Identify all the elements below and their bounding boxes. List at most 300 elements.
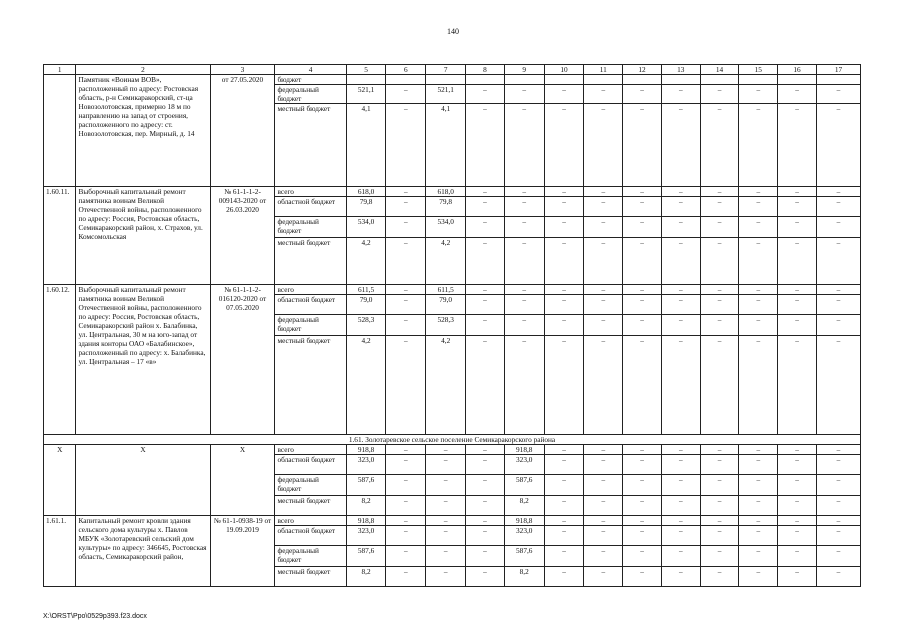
value-col-17: – bbox=[816, 238, 860, 285]
document-ref: X bbox=[210, 445, 275, 516]
value-col-8: – bbox=[466, 187, 505, 197]
value-col-15: – bbox=[739, 526, 778, 546]
value-col-13: – bbox=[661, 496, 700, 516]
value-col-13: – bbox=[661, 315, 700, 336]
value-col-16: – bbox=[778, 104, 817, 187]
value-col-5: 918,8 bbox=[346, 445, 386, 455]
funding-source: всего bbox=[275, 516, 346, 526]
value-col-17: – bbox=[816, 336, 860, 435]
value-col-6: – bbox=[386, 516, 426, 526]
value-col-5: 587,6 bbox=[346, 475, 386, 496]
value-col-7: 611,5 bbox=[426, 285, 466, 295]
value-col-14: – bbox=[700, 217, 739, 238]
value-col-17: – bbox=[816, 197, 860, 217]
funding-source: местный бюджет bbox=[275, 104, 346, 187]
value-col-10: – bbox=[544, 295, 584, 315]
value-col-9: – bbox=[504, 285, 544, 295]
column-header: 15 bbox=[739, 65, 778, 75]
value-col-13: – bbox=[661, 238, 700, 285]
table-row bbox=[44, 445, 861, 455]
value-col-15: – bbox=[739, 104, 778, 187]
column-header: 3 bbox=[210, 65, 275, 75]
column-header: 11 bbox=[584, 65, 623, 75]
value-col-14: – bbox=[700, 295, 739, 315]
value-col-12 bbox=[623, 75, 662, 85]
column-header: 16 bbox=[778, 65, 817, 75]
value-col-11: – bbox=[584, 104, 623, 187]
value-col-9 bbox=[504, 75, 544, 85]
value-col-5: 4,2 bbox=[346, 238, 386, 285]
value-col-6: – bbox=[386, 285, 426, 295]
value-col-9: – bbox=[504, 238, 544, 285]
value-col-12: – bbox=[623, 496, 662, 516]
section-title-row bbox=[44, 435, 861, 445]
value-col-7: – bbox=[426, 496, 466, 516]
column-header: 14 bbox=[700, 65, 739, 75]
table-row bbox=[44, 516, 861, 526]
value-col-13: – bbox=[661, 295, 700, 315]
value-col-15: – bbox=[739, 285, 778, 295]
value-col-11: – bbox=[584, 238, 623, 285]
value-col-8 bbox=[466, 75, 505, 85]
value-col-10: – bbox=[544, 315, 584, 336]
value-col-15: – bbox=[739, 197, 778, 217]
value-col-7: – bbox=[426, 445, 466, 455]
object-name: Выборочный капитальный ремонт памятника воинам Великой Отечественной войны, расположенного по адресу: Россия, Ростовская область, Семикаракорский район х. Балабинка, ул. Центральная, 30 м на юго-запад от здания конторы ОАО «Балабинское», расположенный по адресу: х. Балабинка, ул. Центральная – 17 «в» bbox=[76, 285, 210, 435]
funding-source: местный бюджет bbox=[275, 238, 346, 285]
value-col-12: – bbox=[623, 104, 662, 187]
value-col-13: – bbox=[661, 455, 700, 475]
document-ref: № 61-1-1-2-009143-2020 от 26.03.2020 bbox=[210, 187, 275, 285]
value-col-15: – bbox=[739, 567, 778, 587]
value-col-13: – bbox=[661, 567, 700, 587]
value-col-10: – bbox=[544, 336, 584, 435]
document-ref: № 61-1-1-2-016120-2020 от 07.05.2020 bbox=[210, 285, 275, 435]
value-col-14: – bbox=[700, 285, 739, 295]
value-col-12: – bbox=[623, 546, 662, 567]
value-col-6: – bbox=[386, 567, 426, 587]
value-col-12: – bbox=[623, 445, 662, 455]
value-col-14: – bbox=[700, 336, 739, 435]
value-col-10: – bbox=[544, 104, 584, 187]
value-col-7: 79,0 bbox=[426, 295, 466, 315]
value-col-10: – bbox=[544, 475, 584, 496]
object-name: Капитальный ремонт кровли здания сельского дома культуры х. Павлов МБУК «Золотаревский сельский дом культуры» по адресу: 346645, Ростовская область, Семикаракорский район, bbox=[76, 516, 210, 587]
value-col-10: – bbox=[544, 516, 584, 526]
value-col-11: – bbox=[584, 85, 623, 104]
value-col-12: – bbox=[623, 526, 662, 546]
value-col-8: – bbox=[466, 197, 505, 217]
value-col-14: – bbox=[700, 315, 739, 336]
value-col-16: – bbox=[778, 546, 817, 567]
object-name: Выборочный капитальный ремонт памятника воинам Великой Отечественной войны, расположенного по адресу: Россия, Ростовская область, Семикаракорский район, х. Страхов, ул. Комсомольская bbox=[76, 187, 210, 285]
value-col-11: – bbox=[584, 336, 623, 435]
value-col-13: – bbox=[661, 285, 700, 295]
value-col-10: – bbox=[544, 546, 584, 567]
value-col-16: – bbox=[778, 187, 817, 197]
value-col-16: – bbox=[778, 516, 817, 526]
value-col-13: – bbox=[661, 187, 700, 197]
value-col-11: – bbox=[584, 455, 623, 475]
value-col-12: – bbox=[623, 516, 662, 526]
value-col-9: – bbox=[504, 85, 544, 104]
value-col-5 bbox=[346, 75, 386, 85]
value-col-8: – bbox=[466, 285, 505, 295]
column-header: 8 bbox=[466, 65, 505, 75]
value-col-12: – bbox=[623, 85, 662, 104]
value-col-8: – bbox=[466, 238, 505, 285]
value-col-16: – bbox=[778, 567, 817, 587]
value-col-17: – bbox=[816, 546, 860, 567]
value-col-12: – bbox=[623, 197, 662, 217]
value-col-13: – bbox=[661, 546, 700, 567]
value-col-6: – bbox=[386, 197, 426, 217]
value-col-6: – bbox=[386, 238, 426, 285]
value-col-6: – bbox=[386, 455, 426, 475]
value-col-5: 4,2 bbox=[346, 336, 386, 435]
page-number: 140 bbox=[447, 27, 459, 36]
value-col-12: – bbox=[623, 187, 662, 197]
value-col-15: – bbox=[739, 238, 778, 285]
funding-source: местный бюджет bbox=[275, 496, 346, 516]
value-col-11 bbox=[584, 75, 623, 85]
funding-source: федеральный бюджет bbox=[275, 217, 346, 238]
value-col-5: 587,6 bbox=[346, 546, 386, 567]
value-col-7: 79,8 bbox=[426, 197, 466, 217]
column-header: 2 bbox=[76, 65, 210, 75]
value-col-17: – bbox=[816, 455, 860, 475]
value-col-6: – bbox=[386, 445, 426, 455]
value-col-15: – bbox=[739, 187, 778, 197]
value-col-10 bbox=[544, 75, 584, 85]
value-col-7: 4,1 bbox=[426, 104, 466, 187]
value-col-11: – bbox=[584, 217, 623, 238]
value-col-14: – bbox=[700, 104, 739, 187]
value-col-6: – bbox=[386, 104, 426, 187]
value-col-6: – bbox=[386, 526, 426, 546]
value-col-6: – bbox=[386, 217, 426, 238]
value-col-6: – bbox=[386, 475, 426, 496]
value-col-12: – bbox=[623, 295, 662, 315]
value-col-11: – bbox=[584, 567, 623, 587]
table-row bbox=[44, 75, 861, 85]
value-col-14: – bbox=[700, 475, 739, 496]
value-col-5: 521,1 bbox=[346, 85, 386, 104]
value-col-14: – bbox=[700, 85, 739, 104]
value-col-8: – bbox=[466, 336, 505, 435]
value-col-12: – bbox=[623, 285, 662, 295]
value-col-15: – bbox=[739, 217, 778, 238]
value-col-11: – bbox=[584, 295, 623, 315]
funding-source: федеральный бюджет bbox=[275, 475, 346, 496]
funding-source: местный бюджет bbox=[275, 567, 346, 587]
row-id bbox=[44, 75, 76, 187]
value-col-12: – bbox=[623, 567, 662, 587]
column-header: 13 bbox=[661, 65, 700, 75]
funding-source: областной бюджет bbox=[275, 295, 346, 315]
document-ref: № 61-1-0938-19 от 19.09.2019 bbox=[210, 516, 275, 587]
column-header: 4 bbox=[275, 65, 346, 75]
funding-source: федеральный бюджет bbox=[275, 85, 346, 104]
value-col-15: – bbox=[739, 336, 778, 435]
value-col-5: 618,0 bbox=[346, 187, 386, 197]
value-col-13: – bbox=[661, 516, 700, 526]
value-col-11: – bbox=[584, 516, 623, 526]
value-col-16: – bbox=[778, 526, 817, 546]
value-col-12: – bbox=[623, 217, 662, 238]
value-col-6: – bbox=[386, 85, 426, 104]
column-header: 9 bbox=[504, 65, 544, 75]
value-col-11: – bbox=[584, 197, 623, 217]
value-col-11: – bbox=[584, 445, 623, 455]
object-name: X bbox=[76, 445, 210, 516]
value-col-8: – bbox=[466, 526, 505, 546]
value-col-14: – bbox=[700, 187, 739, 197]
row-id: X bbox=[44, 445, 76, 516]
value-col-14 bbox=[700, 75, 739, 85]
value-col-13: – bbox=[661, 217, 700, 238]
value-col-15: – bbox=[739, 85, 778, 104]
value-col-9: 918,8 bbox=[504, 445, 544, 455]
funding-source: областной бюджет bbox=[275, 197, 346, 217]
value-col-9: 323,0 bbox=[504, 526, 544, 546]
column-header: 10 bbox=[544, 65, 584, 75]
value-col-13: – bbox=[661, 197, 700, 217]
value-col-6: – bbox=[386, 336, 426, 435]
value-col-6: – bbox=[386, 546, 426, 567]
value-col-17: – bbox=[816, 295, 860, 315]
value-col-9: 918,8 bbox=[504, 516, 544, 526]
value-col-16 bbox=[778, 75, 817, 85]
budget-table bbox=[43, 64, 861, 587]
column-header: 12 bbox=[623, 65, 662, 75]
value-col-10: – bbox=[544, 285, 584, 295]
value-col-5: 611,5 bbox=[346, 285, 386, 295]
value-col-16: – bbox=[778, 217, 817, 238]
value-col-15: – bbox=[739, 496, 778, 516]
value-col-8: – bbox=[466, 567, 505, 587]
value-col-12: – bbox=[623, 475, 662, 496]
value-col-17: – bbox=[816, 217, 860, 238]
value-col-5: 4,1 bbox=[346, 104, 386, 187]
value-col-10: – bbox=[544, 445, 584, 455]
value-col-9: 587,6 bbox=[504, 475, 544, 496]
column-header: 6 bbox=[386, 65, 426, 75]
table-row bbox=[44, 187, 861, 197]
value-col-15: – bbox=[739, 546, 778, 567]
value-col-11: – bbox=[584, 526, 623, 546]
value-col-9: – bbox=[504, 217, 544, 238]
value-col-16: – bbox=[778, 336, 817, 435]
value-col-5: 8,2 bbox=[346, 567, 386, 587]
value-col-11: – bbox=[584, 315, 623, 336]
value-col-7: – bbox=[426, 526, 466, 546]
value-col-17 bbox=[816, 75, 860, 85]
value-col-15: – bbox=[739, 295, 778, 315]
value-col-14: – bbox=[700, 496, 739, 516]
value-col-10: – bbox=[544, 197, 584, 217]
value-col-7: – bbox=[426, 516, 466, 526]
funding-source: федеральный бюджет bbox=[275, 315, 346, 336]
funding-source: областной бюджет bbox=[275, 526, 346, 546]
value-col-11: – bbox=[584, 475, 623, 496]
value-col-9: – bbox=[504, 315, 544, 336]
value-col-6: – bbox=[386, 295, 426, 315]
value-col-17: – bbox=[816, 315, 860, 336]
row-id: 1.60.12. bbox=[44, 285, 76, 435]
value-col-15 bbox=[739, 75, 778, 85]
value-col-7: – bbox=[426, 455, 466, 475]
value-col-16: – bbox=[778, 315, 817, 336]
value-col-17: – bbox=[816, 516, 860, 526]
value-col-5: 79,0 bbox=[346, 295, 386, 315]
value-col-16: – bbox=[778, 238, 817, 285]
value-col-16: – bbox=[778, 475, 817, 496]
funding-source: всего bbox=[275, 285, 346, 295]
value-col-12: – bbox=[623, 455, 662, 475]
value-col-7: 4,2 bbox=[426, 238, 466, 285]
value-col-9: – bbox=[504, 104, 544, 187]
value-col-8: – bbox=[466, 445, 505, 455]
value-col-13: – bbox=[661, 336, 700, 435]
value-col-15: – bbox=[739, 516, 778, 526]
value-col-10: – bbox=[544, 496, 584, 516]
value-col-10: – bbox=[544, 238, 584, 285]
value-col-7: – bbox=[426, 475, 466, 496]
value-col-8: – bbox=[466, 546, 505, 567]
value-col-10: – bbox=[544, 85, 584, 104]
value-col-14: – bbox=[700, 455, 739, 475]
value-col-6: – bbox=[386, 315, 426, 336]
value-col-17: – bbox=[816, 104, 860, 187]
value-col-15: – bbox=[739, 475, 778, 496]
value-col-7: 618,0 bbox=[426, 187, 466, 197]
value-col-16: – bbox=[778, 85, 817, 104]
value-col-5: 918,8 bbox=[346, 516, 386, 526]
funding-source: федеральный бюджет bbox=[275, 546, 346, 567]
value-col-10: – bbox=[544, 526, 584, 546]
value-col-5: 323,0 bbox=[346, 455, 386, 475]
value-col-12: – bbox=[623, 238, 662, 285]
value-col-5: 8,2 bbox=[346, 496, 386, 516]
value-col-13: – bbox=[661, 526, 700, 546]
value-col-16: – bbox=[778, 197, 817, 217]
document-ref: от 27.05.2020 bbox=[210, 75, 275, 187]
value-col-6 bbox=[386, 75, 426, 85]
funding-source: областной бюджет bbox=[275, 455, 346, 475]
funding-source: бюджет bbox=[275, 75, 346, 85]
value-col-14: – bbox=[700, 567, 739, 587]
value-col-16: – bbox=[778, 285, 817, 295]
value-col-17: – bbox=[816, 475, 860, 496]
value-col-7: – bbox=[426, 546, 466, 567]
value-col-7: 4,2 bbox=[426, 336, 466, 435]
value-col-13: – bbox=[661, 475, 700, 496]
value-col-10: – bbox=[544, 567, 584, 587]
value-col-10: – bbox=[544, 455, 584, 475]
value-col-13: – bbox=[661, 104, 700, 187]
value-col-9: 587,6 bbox=[504, 546, 544, 567]
value-col-13: – bbox=[661, 445, 700, 455]
value-col-9: 8,2 bbox=[504, 567, 544, 587]
value-col-14: – bbox=[700, 445, 739, 455]
value-col-14: – bbox=[700, 546, 739, 567]
value-col-17: – bbox=[816, 187, 860, 197]
table-row bbox=[44, 285, 861, 295]
value-col-17: – bbox=[816, 496, 860, 516]
value-col-17: – bbox=[816, 85, 860, 104]
row-id: 1.60.11. bbox=[44, 187, 76, 285]
column-header: 5 bbox=[346, 65, 386, 75]
value-col-11: – bbox=[584, 187, 623, 197]
value-col-14: – bbox=[700, 197, 739, 217]
value-col-16: – bbox=[778, 445, 817, 455]
value-col-12: – bbox=[623, 315, 662, 336]
column-header: 1 bbox=[44, 65, 76, 75]
value-col-16: – bbox=[778, 496, 817, 516]
value-col-8: – bbox=[466, 516, 505, 526]
value-col-15: – bbox=[739, 445, 778, 455]
value-col-11: – bbox=[584, 496, 623, 516]
file-path: X:\ORST\Ppo\0529p393.f23.docx bbox=[43, 613, 147, 620]
value-col-5: 534,0 bbox=[346, 217, 386, 238]
value-col-15: – bbox=[739, 315, 778, 336]
value-col-9: 8,2 bbox=[504, 496, 544, 516]
value-col-16: – bbox=[778, 295, 817, 315]
value-col-10: – bbox=[544, 187, 584, 197]
value-col-8: – bbox=[466, 315, 505, 336]
value-col-9: 323,0 bbox=[504, 455, 544, 475]
value-col-6: – bbox=[386, 187, 426, 197]
value-col-7: 528,3 bbox=[426, 315, 466, 336]
column-header: 7 bbox=[426, 65, 466, 75]
funding-source: местный бюджет bbox=[275, 336, 346, 435]
value-col-8: – bbox=[466, 217, 505, 238]
value-col-13: – bbox=[661, 85, 700, 104]
funding-source: всего bbox=[275, 187, 346, 197]
row-id: 1.61.1. bbox=[44, 516, 76, 587]
value-col-7: 534,0 bbox=[426, 217, 466, 238]
value-col-9: – bbox=[504, 197, 544, 217]
value-col-17: – bbox=[816, 526, 860, 546]
value-col-14: – bbox=[700, 238, 739, 285]
funding-source: всего bbox=[275, 445, 346, 455]
value-col-8: – bbox=[466, 85, 505, 104]
value-col-11: – bbox=[584, 285, 623, 295]
value-col-7: 521,1 bbox=[426, 85, 466, 104]
value-col-8: – bbox=[466, 496, 505, 516]
header-row bbox=[44, 65, 861, 75]
value-col-14: – bbox=[700, 516, 739, 526]
value-col-11: – bbox=[584, 546, 623, 567]
section-title: 1.61. Золотаревское сельское поселение Семикаракорского района bbox=[44, 435, 861, 445]
value-col-6: – bbox=[386, 496, 426, 516]
value-col-8: – bbox=[466, 455, 505, 475]
object-name: Памятник «Воинам ВОВ», расположенный по адресу: Ростовская область, р-н Семикаракорский, ст-ца Новозолотовская, примерно 18 м по направлению на запад от строения, расположенного по адресу: ст. Новозолотовская, пер. Мирный, д. 14 bbox=[76, 75, 210, 187]
value-col-9: – bbox=[504, 187, 544, 197]
value-col-17: – bbox=[816, 567, 860, 587]
value-col-16: – bbox=[778, 455, 817, 475]
value-col-7 bbox=[426, 75, 466, 85]
value-col-8: – bbox=[466, 104, 505, 187]
value-col-15: – bbox=[739, 455, 778, 475]
column-header: 17 bbox=[816, 65, 860, 75]
value-col-17: – bbox=[816, 445, 860, 455]
value-col-8: – bbox=[466, 475, 505, 496]
value-col-5: 528,3 bbox=[346, 315, 386, 336]
value-col-10: – bbox=[544, 217, 584, 238]
value-col-9: – bbox=[504, 295, 544, 315]
